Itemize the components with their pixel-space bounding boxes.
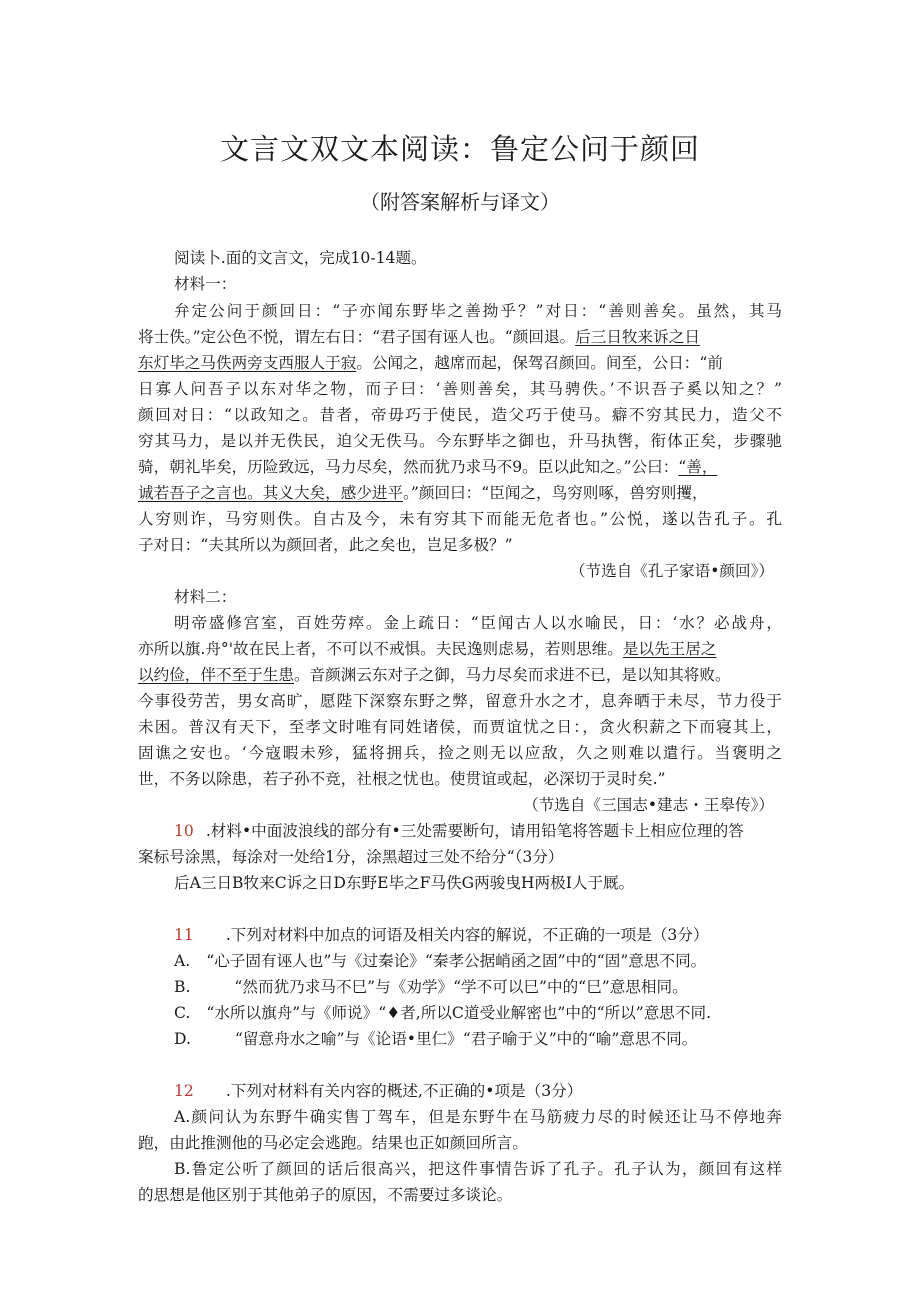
material2-source: （节选自《三国志•建志・王皋传》） bbox=[523, 796, 774, 814]
question-12-b: B.鲁定公听了颜回的话后很高兴，把这件事情告诉了孔子。孔子认为，颜回有这样 bbox=[174, 1160, 782, 1178]
question-12-b-line: 的思想是他区别于其他弟子的原因，不需要过多谈论。 bbox=[138, 1186, 513, 1204]
option-b: B. “然而犹乃求马不巳”与《劝学》“学不可以巳”中的“巳”意思相同。 bbox=[174, 978, 688, 996]
wavy-underline-segment: 后三日牧来诉之日 bbox=[575, 328, 700, 346]
material2-line: 亦所以旗.舟°'故在民上者，不可以不戒惧。夫民逸则虑易，若则思维。是以先王居之 bbox=[138, 640, 717, 658]
question-number: 12 bbox=[174, 1082, 194, 1100]
option-d: D. “留意舟水之喻”与《论语•里仁》“君子喻于义”中的“喻”意思不同。 bbox=[174, 1030, 698, 1048]
question-number: 11 bbox=[174, 926, 194, 944]
material1-line: 东灯毕之马佚两旁支西服人于寂。公闻之，越席而起，保驾召颜回。间至，公日：“前 bbox=[138, 354, 723, 372]
material1-line: 弁定公问于颜回日：“子亦闻东野毕之善拗乎？”对日：“善则善矣。虽然，其马 bbox=[174, 302, 782, 320]
question-10-answer-line: 后A三日B牧来C诉之日D东野E毕之F马佚G两骏曳H两极I人于厩。 bbox=[174, 874, 635, 892]
option-c: C. “水所以旗舟”与《师说》“♦者,所以C道受业解密也”中的“所以”意思不同. bbox=[174, 1004, 712, 1022]
material1-source: （节选自《孔子家语•颜回》） bbox=[569, 562, 774, 580]
material1-line: 诚若吾子之言也。其义大矣，感少进平。”颜回曰：“臣闻之，鸟穷则啄，兽穷则攫， bbox=[138, 484, 708, 502]
underlined-segment: 以约俭，伴不至于生患 bbox=[138, 666, 294, 684]
question-10-line: 案标号涂黑，每涂对一处给1分，涂黑超过三处不给分“（3分） bbox=[138, 848, 564, 866]
material2-label: 材料二： bbox=[174, 588, 237, 606]
material1-line: 子对日：“夫其所以为颜回者，此之矣也，岂足多极？” bbox=[138, 536, 513, 554]
question-number: 10 bbox=[174, 822, 194, 840]
question-10: 10 .材料•中面波浪线的部分有•三处需要断句，请用铅笔将答题卡上相应位理的答 bbox=[174, 822, 744, 840]
material2-line: 世，不务以除患，若子孙不竞，社根之忧也。使贯谊或起，必深切于灵时矣.” bbox=[138, 770, 666, 788]
material2-line: 未困。普汉有天下，至孝文时唯有同姓诸侯，而贾谊忧之日：，贪火积薪之下而寝其上， bbox=[138, 718, 782, 736]
underlined-segment: 是以先王居之 bbox=[622, 640, 717, 658]
material2-line: 固谯之安也。‘今寇暇未殄，猛将拥兵，捡之则无以应敌，久之则难以遣行。当褒明之 bbox=[138, 744, 782, 762]
question-12-a: A.颜问认为东野牛确实售丁驾车，但是东野牛在马筋疲力尽的时候还让马不停地奔 bbox=[174, 1108, 782, 1126]
material2-line: 今事役劳苦，男女高旷，愿陛下深察东野之弊，留意升水之才，息奔晒于未尽，节力役于 bbox=[138, 692, 782, 710]
material1-line: 日寡人问吾子以东对华之物，而子曰：‘善则善矣，其马骋佚。’不识吾子奚以知之？” bbox=[138, 380, 782, 398]
page-subtitle: （附答案解析与译文） bbox=[360, 190, 560, 214]
option-a: A. “心子固有诬人也”与《过秦论》“秦孝公据峭函之固”中的“固”意思不同。 bbox=[174, 952, 707, 970]
wavy-underline-segment: 东灯毕之马佚两旁支西服人于寂 bbox=[138, 354, 357, 372]
material1-label: 材料一： bbox=[174, 275, 237, 293]
underlined-segment: 诚若吾子之言也。其义大矣，感少进平 bbox=[138, 484, 404, 502]
material1-line: 将士佚。”定公色不悦，谓左右日：“君子国有诬人也。“颜回退。后三日牧来诉之日 bbox=[138, 328, 700, 346]
question-12: 12 .下列对材料有关内容的概述,不正确的•项是（3分） bbox=[174, 1082, 583, 1100]
material2-line: 以约俭，伴不至于生患。音颜渊云东对子之御，马力尽矣而求进不已，是以知其将败。 bbox=[138, 666, 731, 684]
material2-line: 明帝盛修宫室，百姓劳瘁。金上疏日：“臣闻古人以水喻民，日：‘水？必战舟， bbox=[174, 614, 782, 632]
material1-line: 颜回对日：“以政知之。昔者，帝毋巧于使民，造父巧于使马。癖不穷其民力，造父不 bbox=[138, 406, 782, 424]
material1-line: 穷其马力，是以并无佚民，迫父无佚马。今东野毕之御也，升马执辔，衔体正矣，步骤驰 bbox=[138, 432, 782, 450]
intro-line: 阅读卜.面的文言文，完成10-14题。 bbox=[174, 249, 427, 267]
material1-line: 人穷则诈，马穷则佚。自古及今，未有穷其下而能无危者也。”公悦，遂以告孔子。孔 bbox=[138, 510, 782, 528]
question-11: 11 .下列对材料中加点的诃语及相关内容的解说，不正确的一项是（3分） bbox=[174, 926, 709, 944]
page-title: 文言文双文本阅读：鲁定公问于颜回 bbox=[219, 132, 700, 166]
underlined-segment: “善， bbox=[678, 458, 718, 476]
question-12-a-line: 跑，由此推测他的马必定会逃跑。结果也正如颜回所言。 bbox=[138, 1134, 528, 1152]
material1-line: 骑，朝礼毕矣，历险致远，马力尽矣，然而犹乃求马不9。臣以此知之。”公曰：“善， bbox=[138, 458, 718, 476]
